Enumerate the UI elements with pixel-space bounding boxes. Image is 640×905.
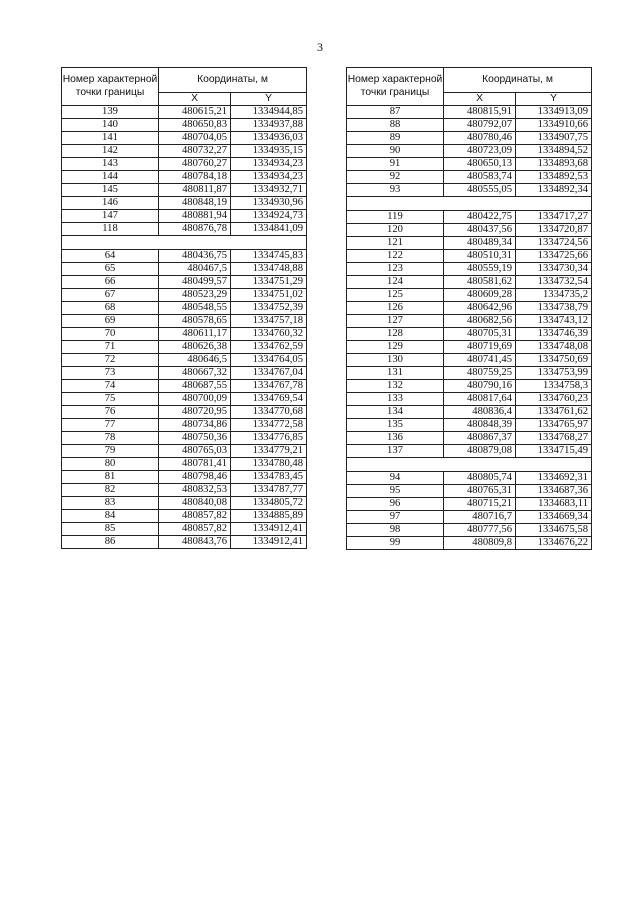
y-coordinate-cell: 1334725,66 bbox=[516, 250, 592, 263]
table-row bbox=[347, 485, 592, 498]
point-number-cell: 73 bbox=[62, 367, 159, 380]
y-coordinate-cell: 1334758,3 bbox=[516, 380, 592, 393]
y-coordinate-cell: 1334934,23 bbox=[231, 171, 307, 184]
y-coordinate-cell: 1334760,32 bbox=[231, 328, 307, 341]
x-coordinate-cell: 480760,27 bbox=[159, 158, 231, 171]
x-coordinate-cell: 480510,31 bbox=[444, 250, 516, 263]
y-coordinate-cell: 1334751,02 bbox=[231, 289, 307, 302]
coordinates-table-right bbox=[346, 67, 592, 550]
header-point-number: Номер характерной точки границы bbox=[62, 68, 159, 106]
y-coordinate-cell: 1334841,09 bbox=[231, 223, 307, 236]
point-number-cell: 70 bbox=[62, 328, 159, 341]
y-coordinate-cell: 1334748,08 bbox=[516, 341, 592, 354]
point-number-cell: 129 bbox=[347, 341, 444, 354]
table-separator-row bbox=[347, 458, 592, 472]
x-coordinate-cell: 480777,56 bbox=[444, 524, 516, 537]
separator-cell bbox=[347, 197, 592, 211]
y-coordinate-cell: 1334894,52 bbox=[516, 145, 592, 158]
point-number-cell: 93 bbox=[347, 184, 444, 197]
table-row bbox=[347, 171, 592, 184]
y-coordinate-cell: 1334787,77 bbox=[231, 484, 307, 497]
y-coordinate-cell: 1334783,45 bbox=[231, 471, 307, 484]
point-number-cell: 118 bbox=[62, 223, 159, 236]
y-coordinate-cell: 1334751,29 bbox=[231, 276, 307, 289]
point-number-cell: 89 bbox=[347, 132, 444, 145]
point-number-cell: 135 bbox=[347, 419, 444, 432]
y-coordinate-cell: 1334669,34 bbox=[516, 511, 592, 524]
x-coordinate-cell: 480682,56 bbox=[444, 315, 516, 328]
table-row bbox=[62, 523, 307, 536]
x-coordinate-cell: 480723,09 bbox=[444, 145, 516, 158]
point-number-cell: 95 bbox=[347, 485, 444, 498]
y-coordinate-cell: 1334934,23 bbox=[231, 158, 307, 171]
y-coordinate-cell: 1334750,69 bbox=[516, 354, 592, 367]
x-coordinate-cell: 480548,55 bbox=[159, 302, 231, 315]
table-row bbox=[62, 393, 307, 406]
table-row bbox=[62, 497, 307, 510]
table-row bbox=[62, 484, 307, 497]
y-coordinate-cell: 1334767,04 bbox=[231, 367, 307, 380]
x-coordinate-cell: 480857,82 bbox=[159, 523, 231, 536]
x-coordinate-cell: 480720,95 bbox=[159, 406, 231, 419]
point-number-cell: 133 bbox=[347, 393, 444, 406]
point-number-cell: 65 bbox=[62, 263, 159, 276]
coordinates-table-right-body bbox=[347, 106, 592, 550]
y-coordinate-cell: 1334776,85 bbox=[231, 432, 307, 445]
x-coordinate-cell: 480848,39 bbox=[444, 419, 516, 432]
y-coordinate-cell: 1334683,11 bbox=[516, 498, 592, 511]
point-number-cell: 134 bbox=[347, 406, 444, 419]
table-row bbox=[347, 276, 592, 289]
point-number-cell: 64 bbox=[62, 250, 159, 263]
x-coordinate-cell: 480700,09 bbox=[159, 393, 231, 406]
point-number-cell: 146 bbox=[62, 197, 159, 210]
point-number-cell: 69 bbox=[62, 315, 159, 328]
x-coordinate-cell: 480704,05 bbox=[159, 132, 231, 145]
x-coordinate-cell: 480615,21 bbox=[159, 106, 231, 119]
table-row bbox=[347, 380, 592, 393]
y-coordinate-cell: 1334892,53 bbox=[516, 171, 592, 184]
y-coordinate-cell: 1334912,41 bbox=[231, 523, 307, 536]
x-coordinate-cell: 480876,78 bbox=[159, 223, 231, 236]
point-number-cell: 88 bbox=[347, 119, 444, 132]
table-row bbox=[62, 263, 307, 276]
y-coordinate-cell: 1334720,87 bbox=[516, 224, 592, 237]
table-row bbox=[347, 250, 592, 263]
table-row bbox=[347, 302, 592, 315]
y-coordinate-cell: 1334769,54 bbox=[231, 393, 307, 406]
y-coordinate-cell: 1334762,59 bbox=[231, 341, 307, 354]
x-coordinate-cell: 480809,8 bbox=[444, 537, 516, 550]
y-coordinate-cell: 1334930,96 bbox=[231, 197, 307, 210]
point-number-cell: 145 bbox=[62, 184, 159, 197]
table-row bbox=[347, 106, 592, 119]
table-row bbox=[347, 341, 592, 354]
table-row bbox=[62, 171, 307, 184]
x-coordinate-cell: 480555,05 bbox=[444, 184, 516, 197]
table-row bbox=[62, 184, 307, 197]
x-coordinate-cell: 480867,37 bbox=[444, 432, 516, 445]
table-row bbox=[347, 511, 592, 524]
x-coordinate-cell: 480578,65 bbox=[159, 315, 231, 328]
table-row bbox=[62, 250, 307, 263]
y-coordinate-cell: 1334760,23 bbox=[516, 393, 592, 406]
x-coordinate-cell: 480784,18 bbox=[159, 171, 231, 184]
separator-cell bbox=[347, 458, 592, 472]
x-coordinate-cell: 480792,07 bbox=[444, 119, 516, 132]
y-coordinate-cell: 1334761,62 bbox=[516, 406, 592, 419]
y-coordinate-cell: 1334753,99 bbox=[516, 367, 592, 380]
coordinates-table-left bbox=[61, 67, 307, 549]
y-coordinate-cell: 1334770,68 bbox=[231, 406, 307, 419]
point-number-cell: 142 bbox=[62, 145, 159, 158]
table-row bbox=[62, 354, 307, 367]
point-number-cell: 143 bbox=[62, 158, 159, 171]
y-coordinate-cell: 1334692,31 bbox=[516, 472, 592, 485]
y-coordinate-cell: 1334730,34 bbox=[516, 263, 592, 276]
point-number-cell: 127 bbox=[347, 315, 444, 328]
y-coordinate-cell: 1334885,89 bbox=[231, 510, 307, 523]
point-number-cell: 98 bbox=[347, 524, 444, 537]
table-row bbox=[347, 393, 592, 406]
y-coordinate-cell: 1334732,54 bbox=[516, 276, 592, 289]
table-separator-row bbox=[347, 197, 592, 211]
y-coordinate-cell: 1334717,27 bbox=[516, 211, 592, 224]
x-coordinate-cell: 480667,32 bbox=[159, 367, 231, 380]
x-coordinate-cell: 480437,56 bbox=[444, 224, 516, 237]
point-number-cell: 83 bbox=[62, 497, 159, 510]
point-number-cell: 147 bbox=[62, 210, 159, 223]
point-number-cell: 99 bbox=[347, 537, 444, 550]
point-number-cell: 82 bbox=[62, 484, 159, 497]
header-x: X bbox=[444, 93, 516, 106]
table-row bbox=[62, 132, 307, 145]
x-coordinate-cell: 480646,5 bbox=[159, 354, 231, 367]
x-coordinate-cell: 480843,76 bbox=[159, 536, 231, 549]
x-coordinate-cell: 480790,16 bbox=[444, 380, 516, 393]
y-coordinate-cell: 1334944,85 bbox=[231, 106, 307, 119]
point-number-cell: 121 bbox=[347, 237, 444, 250]
y-coordinate-cell: 1334675,58 bbox=[516, 524, 592, 537]
table-row bbox=[347, 145, 592, 158]
x-coordinate-cell: 480811,87 bbox=[159, 184, 231, 197]
table-row bbox=[62, 276, 307, 289]
table-row bbox=[347, 289, 592, 302]
x-coordinate-cell: 480759,25 bbox=[444, 367, 516, 380]
table-row bbox=[62, 367, 307, 380]
y-coordinate-cell: 1334724,56 bbox=[516, 237, 592, 250]
point-number-cell: 94 bbox=[347, 472, 444, 485]
x-coordinate-cell: 480798,46 bbox=[159, 471, 231, 484]
table-row bbox=[62, 536, 307, 549]
y-coordinate-cell: 1334767,78 bbox=[231, 380, 307, 393]
y-coordinate-cell: 1334676,22 bbox=[516, 537, 592, 550]
y-coordinate-cell: 1334715,49 bbox=[516, 445, 592, 458]
header-coordinates: Координаты, м bbox=[444, 68, 592, 93]
x-coordinate-cell: 480750,36 bbox=[159, 432, 231, 445]
table-row bbox=[347, 406, 592, 419]
x-coordinate-cell: 480719,69 bbox=[444, 341, 516, 354]
x-coordinate-cell: 480436,75 bbox=[159, 250, 231, 263]
header-point-number: Номер характерной точки границы bbox=[347, 68, 444, 106]
table-row bbox=[62, 197, 307, 210]
point-number-cell: 123 bbox=[347, 263, 444, 276]
y-coordinate-cell: 1334738,79 bbox=[516, 302, 592, 315]
x-coordinate-cell: 480583,74 bbox=[444, 171, 516, 184]
table-row bbox=[347, 445, 592, 458]
x-coordinate-cell: 480559,19 bbox=[444, 263, 516, 276]
x-coordinate-cell: 480467,5 bbox=[159, 263, 231, 276]
point-number-cell: 87 bbox=[347, 106, 444, 119]
x-coordinate-cell: 480734,86 bbox=[159, 419, 231, 432]
table-row bbox=[347, 472, 592, 485]
y-coordinate-cell: 1334912,41 bbox=[231, 536, 307, 549]
y-coordinate-cell: 1334937,88 bbox=[231, 119, 307, 132]
y-coordinate-cell: 1334764,05 bbox=[231, 354, 307, 367]
table-row bbox=[347, 263, 592, 276]
table-row bbox=[347, 498, 592, 511]
point-number-cell: 144 bbox=[62, 171, 159, 184]
point-number-cell: 139 bbox=[62, 106, 159, 119]
table-row bbox=[62, 510, 307, 523]
table-row bbox=[347, 315, 592, 328]
y-coordinate-cell: 1334746,39 bbox=[516, 328, 592, 341]
table-row bbox=[62, 341, 307, 354]
table-row bbox=[347, 537, 592, 550]
x-coordinate-cell: 480650,13 bbox=[444, 158, 516, 171]
point-number-cell: 91 bbox=[347, 158, 444, 171]
table-row bbox=[62, 223, 307, 236]
x-coordinate-cell: 480422,75 bbox=[444, 211, 516, 224]
table-row bbox=[62, 419, 307, 432]
point-number-cell: 90 bbox=[347, 145, 444, 158]
x-coordinate-cell: 480836,4 bbox=[444, 406, 516, 419]
table-row bbox=[62, 289, 307, 302]
table-row bbox=[347, 354, 592, 367]
y-coordinate-cell: 1334748,88 bbox=[231, 263, 307, 276]
table-row bbox=[347, 158, 592, 171]
point-number-cell: 125 bbox=[347, 289, 444, 302]
x-coordinate-cell: 480499,57 bbox=[159, 276, 231, 289]
x-coordinate-cell: 480765,31 bbox=[444, 485, 516, 498]
table-row bbox=[62, 432, 307, 445]
table-row bbox=[347, 119, 592, 132]
x-coordinate-cell: 480609,28 bbox=[444, 289, 516, 302]
table-row bbox=[347, 328, 592, 341]
header-y: Y bbox=[231, 93, 307, 106]
y-coordinate-cell: 1334907,75 bbox=[516, 132, 592, 145]
x-coordinate-cell: 480741,45 bbox=[444, 354, 516, 367]
x-coordinate-cell: 480765,03 bbox=[159, 445, 231, 458]
header-coordinates: Координаты, м bbox=[159, 68, 307, 93]
y-coordinate-cell: 1334768,27 bbox=[516, 432, 592, 445]
x-coordinate-cell: 480857,82 bbox=[159, 510, 231, 523]
point-number-cell: 85 bbox=[62, 523, 159, 536]
table-row bbox=[62, 106, 307, 119]
table-row bbox=[62, 119, 307, 132]
y-coordinate-cell: 1334757,18 bbox=[231, 315, 307, 328]
point-number-cell: 86 bbox=[62, 536, 159, 549]
point-number-cell: 126 bbox=[347, 302, 444, 315]
separator-cell bbox=[62, 236, 307, 250]
table-row bbox=[62, 145, 307, 158]
x-coordinate-cell: 480489,34 bbox=[444, 237, 516, 250]
point-number-cell: 120 bbox=[347, 224, 444, 237]
point-number-cell: 130 bbox=[347, 354, 444, 367]
coordinates-table-left-body bbox=[62, 106, 307, 549]
point-number-cell: 74 bbox=[62, 380, 159, 393]
table-row bbox=[62, 328, 307, 341]
point-number-cell: 72 bbox=[62, 354, 159, 367]
point-number-cell: 84 bbox=[62, 510, 159, 523]
y-coordinate-cell: 1334935,15 bbox=[231, 145, 307, 158]
table-row bbox=[347, 419, 592, 432]
y-coordinate-cell: 1334687,36 bbox=[516, 485, 592, 498]
point-number-cell: 96 bbox=[347, 498, 444, 511]
x-coordinate-cell: 480716,7 bbox=[444, 511, 516, 524]
table-row bbox=[347, 224, 592, 237]
x-coordinate-cell: 480715,21 bbox=[444, 498, 516, 511]
x-coordinate-cell: 480840,08 bbox=[159, 497, 231, 510]
point-number-cell: 119 bbox=[347, 211, 444, 224]
header-x: X bbox=[159, 93, 231, 106]
point-number-cell: 68 bbox=[62, 302, 159, 315]
table-row bbox=[62, 406, 307, 419]
point-number-cell: 137 bbox=[347, 445, 444, 458]
table-row bbox=[62, 210, 307, 223]
point-number-cell: 66 bbox=[62, 276, 159, 289]
table-row bbox=[62, 471, 307, 484]
point-number-cell: 131 bbox=[347, 367, 444, 380]
table-row bbox=[62, 315, 307, 328]
x-coordinate-cell: 480881,94 bbox=[159, 210, 231, 223]
table-row bbox=[347, 237, 592, 250]
table-row bbox=[62, 458, 307, 471]
y-coordinate-cell: 1334805,72 bbox=[231, 497, 307, 510]
x-coordinate-cell: 480642,96 bbox=[444, 302, 516, 315]
point-number-cell: 78 bbox=[62, 432, 159, 445]
y-coordinate-cell: 1334743,12 bbox=[516, 315, 592, 328]
point-number-cell: 71 bbox=[62, 341, 159, 354]
point-number-cell: 132 bbox=[347, 380, 444, 393]
x-coordinate-cell: 480817,64 bbox=[444, 393, 516, 406]
x-coordinate-cell: 480780,46 bbox=[444, 132, 516, 145]
x-coordinate-cell: 480687,55 bbox=[159, 380, 231, 393]
table-row bbox=[347, 184, 592, 197]
x-coordinate-cell: 480832,53 bbox=[159, 484, 231, 497]
point-number-cell: 77 bbox=[62, 419, 159, 432]
point-number-cell: 80 bbox=[62, 458, 159, 471]
x-coordinate-cell: 480581,62 bbox=[444, 276, 516, 289]
point-number-cell: 128 bbox=[347, 328, 444, 341]
y-coordinate-cell: 1334932,71 bbox=[231, 184, 307, 197]
table-row bbox=[347, 367, 592, 380]
table-row bbox=[347, 432, 592, 445]
y-coordinate-cell: 1334780,48 bbox=[231, 458, 307, 471]
y-coordinate-cell: 1334735,2 bbox=[516, 289, 592, 302]
y-coordinate-cell: 1334913,09 bbox=[516, 106, 592, 119]
x-coordinate-cell: 480650,83 bbox=[159, 119, 231, 132]
x-coordinate-cell: 480732,27 bbox=[159, 145, 231, 158]
point-number-cell: 122 bbox=[347, 250, 444, 263]
y-coordinate-cell: 1334893,68 bbox=[516, 158, 592, 171]
y-coordinate-cell: 1334924,73 bbox=[231, 210, 307, 223]
x-coordinate-cell: 480705,31 bbox=[444, 328, 516, 341]
point-number-cell: 81 bbox=[62, 471, 159, 484]
y-coordinate-cell: 1334745,83 bbox=[231, 250, 307, 263]
point-number-cell: 140 bbox=[62, 119, 159, 132]
point-number-cell: 136 bbox=[347, 432, 444, 445]
point-number-cell: 97 bbox=[347, 511, 444, 524]
table-row bbox=[62, 158, 307, 171]
point-number-cell: 141 bbox=[62, 132, 159, 145]
y-coordinate-cell: 1334752,39 bbox=[231, 302, 307, 315]
table-row bbox=[62, 302, 307, 315]
y-coordinate-cell: 1334910,66 bbox=[516, 119, 592, 132]
x-coordinate-cell: 480805,74 bbox=[444, 472, 516, 485]
x-coordinate-cell: 480626,38 bbox=[159, 341, 231, 354]
table-row bbox=[62, 380, 307, 393]
x-coordinate-cell: 480523,29 bbox=[159, 289, 231, 302]
point-number-cell: 124 bbox=[347, 276, 444, 289]
table-row bbox=[347, 132, 592, 145]
point-number-cell: 92 bbox=[347, 171, 444, 184]
x-coordinate-cell: 480879,08 bbox=[444, 445, 516, 458]
page-number: 3 bbox=[317, 40, 323, 54]
x-coordinate-cell: 480781,41 bbox=[159, 458, 231, 471]
y-coordinate-cell: 1334772,58 bbox=[231, 419, 307, 432]
table-row bbox=[62, 445, 307, 458]
point-number-cell: 76 bbox=[62, 406, 159, 419]
y-coordinate-cell: 1334765,97 bbox=[516, 419, 592, 432]
y-coordinate-cell: 1334779,21 bbox=[231, 445, 307, 458]
point-number-cell: 67 bbox=[62, 289, 159, 302]
x-coordinate-cell: 480815,91 bbox=[444, 106, 516, 119]
table-row bbox=[347, 524, 592, 537]
x-coordinate-cell: 480848,19 bbox=[159, 197, 231, 210]
x-coordinate-cell: 480611,17 bbox=[159, 328, 231, 341]
point-number-cell: 79 bbox=[62, 445, 159, 458]
table-separator-row bbox=[62, 236, 307, 250]
table-row bbox=[347, 211, 592, 224]
header-y: Y bbox=[516, 93, 592, 106]
y-coordinate-cell: 1334936,03 bbox=[231, 132, 307, 145]
y-coordinate-cell: 1334892,34 bbox=[516, 184, 592, 197]
point-number-cell: 75 bbox=[62, 393, 159, 406]
